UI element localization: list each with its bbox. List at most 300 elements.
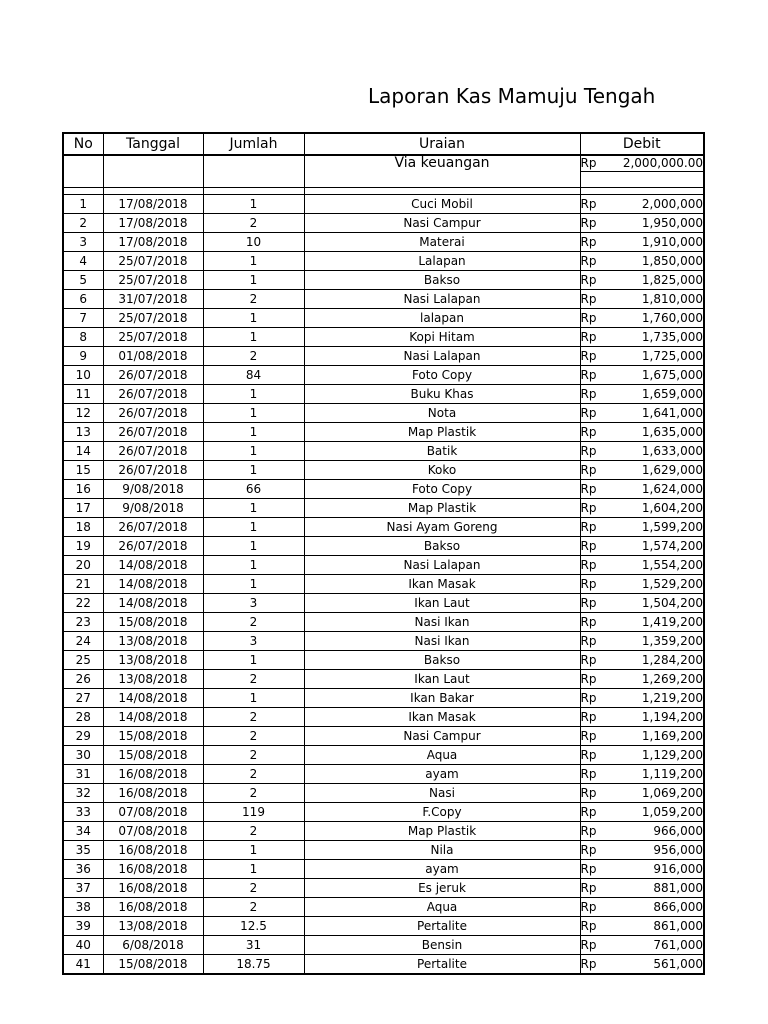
cell-currency: Rp bbox=[580, 936, 612, 955]
cell-no: 37 bbox=[63, 879, 103, 898]
table-row bbox=[63, 708, 704, 727]
cell-jumlah: 1 bbox=[203, 461, 304, 480]
cell-debit: 1,950,000 bbox=[612, 214, 704, 233]
opening-uraian: Via keuangan bbox=[304, 155, 580, 188]
cell-currency: Rp bbox=[580, 727, 612, 746]
table-row bbox=[63, 746, 704, 765]
cell-tanggal: 26/07/2018 bbox=[103, 537, 203, 556]
cell-jumlah: 1 bbox=[203, 385, 304, 404]
cell-no: 13 bbox=[63, 423, 103, 442]
cell-tanggal: 25/07/2018 bbox=[103, 271, 203, 290]
cell-uraian: ayam bbox=[304, 860, 580, 879]
table-row bbox=[63, 670, 704, 689]
cell-jumlah: 1 bbox=[203, 841, 304, 860]
table-row bbox=[63, 518, 704, 537]
cell-currency: Rp bbox=[580, 385, 612, 404]
table-row bbox=[63, 632, 704, 651]
cell-jumlah: 2 bbox=[203, 214, 304, 233]
cell-debit: 1,269,200 bbox=[612, 670, 704, 689]
cell-currency: Rp bbox=[580, 879, 612, 898]
table-row bbox=[63, 461, 704, 480]
cell-uraian: Bakso bbox=[304, 537, 580, 556]
cell-no: 17 bbox=[63, 499, 103, 518]
table-row bbox=[63, 423, 704, 442]
cell-jumlah: 12.5 bbox=[203, 917, 304, 936]
cell-debit: 1,850,000 bbox=[612, 252, 704, 271]
cell-currency: Rp bbox=[580, 689, 612, 708]
cell-jumlah: 1 bbox=[203, 442, 304, 461]
cell-uraian: Map Plastik bbox=[304, 822, 580, 841]
cell-currency: Rp bbox=[580, 442, 612, 461]
cell-jumlah: 1 bbox=[203, 575, 304, 594]
cell-currency: Rp bbox=[580, 499, 612, 518]
cell-jumlah: 1 bbox=[203, 537, 304, 556]
cell-uraian: Ikan Laut bbox=[304, 670, 580, 689]
table-row bbox=[63, 195, 704, 214]
cell-tanggal: 16/08/2018 bbox=[103, 898, 203, 917]
cell-currency: Rp bbox=[580, 708, 612, 727]
table-row bbox=[63, 936, 704, 955]
cell-jumlah: 3 bbox=[203, 594, 304, 613]
cell-tanggal: 26/07/2018 bbox=[103, 366, 203, 385]
cell-uraian: Nasi bbox=[304, 784, 580, 803]
cell-tanggal: 16/08/2018 bbox=[103, 784, 203, 803]
cell-jumlah: 119 bbox=[203, 803, 304, 822]
cell-currency: Rp bbox=[580, 803, 612, 822]
cell-no: 19 bbox=[63, 537, 103, 556]
table-row bbox=[63, 404, 704, 423]
opening-currency: Rp bbox=[580, 155, 612, 172]
cell-debit: 1,604,200 bbox=[612, 499, 704, 518]
table-row bbox=[63, 860, 704, 879]
cell-currency: Rp bbox=[580, 233, 612, 252]
cell-uraian: Nasi Lalapan bbox=[304, 290, 580, 309]
cell-uraian: Nasi Ikan bbox=[304, 613, 580, 632]
cell-tanggal: 26/07/2018 bbox=[103, 385, 203, 404]
cell-uraian: Ikan Bakar bbox=[304, 689, 580, 708]
table-row bbox=[63, 727, 704, 746]
cell-jumlah: 2 bbox=[203, 613, 304, 632]
cell-uraian: Ikan Laut bbox=[304, 594, 580, 613]
cell-debit: 2,000,000 bbox=[612, 195, 704, 214]
cell-debit: 866,000 bbox=[612, 898, 704, 917]
cell-uraian: Nasi Campur bbox=[304, 214, 580, 233]
cell-jumlah: 1 bbox=[203, 518, 304, 537]
header-uraian: Uraian bbox=[304, 133, 580, 155]
table-row bbox=[63, 233, 704, 252]
cell-tanggal: 17/08/2018 bbox=[103, 195, 203, 214]
cell-no: 3 bbox=[63, 233, 103, 252]
cell-debit: 761,000 bbox=[612, 936, 704, 955]
cell-debit: 1,169,200 bbox=[612, 727, 704, 746]
cell-tanggal: 17/08/2018 bbox=[103, 233, 203, 252]
cell-no: 35 bbox=[63, 841, 103, 860]
opening-jumlah bbox=[203, 155, 304, 188]
cell-tanggal: 31/07/2018 bbox=[103, 290, 203, 309]
cell-currency: Rp bbox=[580, 917, 612, 936]
cell-jumlah: 84 bbox=[203, 366, 304, 385]
cell-debit: 1,504,200 bbox=[612, 594, 704, 613]
table-row bbox=[63, 442, 704, 461]
cell-currency: Rp bbox=[580, 309, 612, 328]
cell-uraian: Map Plastik bbox=[304, 499, 580, 518]
cell-currency: Rp bbox=[580, 518, 612, 537]
cell-tanggal: 15/08/2018 bbox=[103, 955, 203, 975]
cell-currency: Rp bbox=[580, 594, 612, 613]
cell-uraian: Es jeruk bbox=[304, 879, 580, 898]
cell-uraian: Lalapan bbox=[304, 252, 580, 271]
cell-debit: 1,069,200 bbox=[612, 784, 704, 803]
cell-tanggal: 16/08/2018 bbox=[103, 765, 203, 784]
table-row bbox=[63, 765, 704, 784]
cell-currency: Rp bbox=[580, 651, 612, 670]
cell-tanggal: 9/08/2018 bbox=[103, 480, 203, 499]
cell-no: 32 bbox=[63, 784, 103, 803]
cell-debit: 881,000 bbox=[612, 879, 704, 898]
table-row bbox=[63, 594, 704, 613]
cell-no: 1 bbox=[63, 195, 103, 214]
cell-currency: Rp bbox=[580, 252, 612, 271]
cell-jumlah: 2 bbox=[203, 822, 304, 841]
cell-no: 23 bbox=[63, 613, 103, 632]
cell-uraian: Foto Copy bbox=[304, 366, 580, 385]
cell-uraian: Materai bbox=[304, 233, 580, 252]
cell-tanggal: 9/08/2018 bbox=[103, 499, 203, 518]
cell-currency: Rp bbox=[580, 841, 612, 860]
cell-jumlah: 1 bbox=[203, 423, 304, 442]
cell-debit: 1,529,200 bbox=[612, 575, 704, 594]
cell-no: 12 bbox=[63, 404, 103, 423]
header-debit: Debit bbox=[580, 133, 704, 155]
cell-no: 6 bbox=[63, 290, 103, 309]
table-row bbox=[63, 651, 704, 670]
cell-debit: 1,194,200 bbox=[612, 708, 704, 727]
cell-uraian: lalapan bbox=[304, 309, 580, 328]
cell-tanggal: 17/08/2018 bbox=[103, 214, 203, 233]
cell-currency: Rp bbox=[580, 423, 612, 442]
cell-debit: 1,641,000 bbox=[612, 404, 704, 423]
table-row bbox=[63, 898, 704, 917]
cell-uraian: Pertalite bbox=[304, 917, 580, 936]
table-row bbox=[63, 537, 704, 556]
cell-tanggal: 15/08/2018 bbox=[103, 727, 203, 746]
cell-uraian: Ikan Masak bbox=[304, 708, 580, 727]
cell-jumlah: 2 bbox=[203, 347, 304, 366]
cell-currency: Rp bbox=[580, 822, 612, 841]
cell-debit: 1,810,000 bbox=[612, 290, 704, 309]
cell-no: 29 bbox=[63, 727, 103, 746]
cell-uraian: Ikan Masak bbox=[304, 575, 580, 594]
cell-currency: Rp bbox=[580, 328, 612, 347]
cell-uraian: Nasi Lalapan bbox=[304, 556, 580, 575]
opening-no bbox=[63, 155, 103, 188]
cell-jumlah: 2 bbox=[203, 290, 304, 309]
table-row bbox=[63, 822, 704, 841]
table-row bbox=[63, 328, 704, 347]
cell-debit: 1,675,000 bbox=[612, 366, 704, 385]
cell-jumlah: 1 bbox=[203, 860, 304, 879]
cell-no: 9 bbox=[63, 347, 103, 366]
cell-currency: Rp bbox=[580, 461, 612, 480]
page-title: Laporan Kas Mamuju Tengah bbox=[368, 84, 656, 108]
opening-tanggal bbox=[103, 155, 203, 188]
cell-no: 28 bbox=[63, 708, 103, 727]
cell-no: 8 bbox=[63, 328, 103, 347]
cell-jumlah: 1 bbox=[203, 252, 304, 271]
cell-debit: 1,119,200 bbox=[612, 765, 704, 784]
header-tanggal: Tanggal bbox=[103, 133, 203, 155]
cell-debit: 861,000 bbox=[612, 917, 704, 936]
cell-no: 27 bbox=[63, 689, 103, 708]
cell-uraian: Kopi Hitam bbox=[304, 328, 580, 347]
table-row bbox=[63, 252, 704, 271]
cell-debit: 1,910,000 bbox=[612, 233, 704, 252]
cell-tanggal: 6/08/2018 bbox=[103, 936, 203, 955]
header-jumlah: Jumlah bbox=[203, 133, 304, 155]
cell-debit: 561,000 bbox=[612, 955, 704, 975]
cell-jumlah: 10 bbox=[203, 233, 304, 252]
cell-debit: 1,735,000 bbox=[612, 328, 704, 347]
cell-no: 36 bbox=[63, 860, 103, 879]
cell-jumlah: 2 bbox=[203, 727, 304, 746]
cell-tanggal: 13/08/2018 bbox=[103, 917, 203, 936]
cell-no: 14 bbox=[63, 442, 103, 461]
table-row bbox=[63, 271, 704, 290]
cell-debit: 1,725,000 bbox=[612, 347, 704, 366]
cell-debit: 1,624,000 bbox=[612, 480, 704, 499]
table-row bbox=[63, 841, 704, 860]
cell-debit: 1,599,200 bbox=[612, 518, 704, 537]
cell-uraian: Nasi Lalapan bbox=[304, 347, 580, 366]
cell-currency: Rp bbox=[580, 537, 612, 556]
cell-currency: Rp bbox=[580, 670, 612, 689]
cell-no: 30 bbox=[63, 746, 103, 765]
table-row bbox=[63, 879, 704, 898]
cell-uraian: Koko bbox=[304, 461, 580, 480]
cell-debit: 1,554,200 bbox=[612, 556, 704, 575]
cell-uraian: Bakso bbox=[304, 651, 580, 670]
table-row bbox=[63, 309, 704, 328]
cell-tanggal: 25/07/2018 bbox=[103, 252, 203, 271]
cell-jumlah: 66 bbox=[203, 480, 304, 499]
cell-no: 24 bbox=[63, 632, 103, 651]
cell-no: 10 bbox=[63, 366, 103, 385]
cell-debit: 1,574,200 bbox=[612, 537, 704, 556]
cell-jumlah: 1 bbox=[203, 328, 304, 347]
cash-report-table bbox=[62, 132, 705, 975]
cell-currency: Rp bbox=[580, 765, 612, 784]
cell-tanggal: 14/08/2018 bbox=[103, 556, 203, 575]
cell-debit: 1,635,000 bbox=[612, 423, 704, 442]
cell-jumlah: 1 bbox=[203, 556, 304, 575]
table-row bbox=[63, 290, 704, 309]
cell-jumlah: 2 bbox=[203, 670, 304, 689]
cell-jumlah: 18.75 bbox=[203, 955, 304, 975]
cell-jumlah: 2 bbox=[203, 708, 304, 727]
cell-debit: 1,633,000 bbox=[612, 442, 704, 461]
cell-currency: Rp bbox=[580, 404, 612, 423]
cell-no: 18 bbox=[63, 518, 103, 537]
cell-currency: Rp bbox=[580, 195, 612, 214]
cell-no: 33 bbox=[63, 803, 103, 822]
table-row bbox=[63, 480, 704, 499]
cell-jumlah: 3 bbox=[203, 632, 304, 651]
cell-no: 41 bbox=[63, 955, 103, 975]
cell-debit: 1,629,000 bbox=[612, 461, 704, 480]
cell-no: 26 bbox=[63, 670, 103, 689]
cell-no: 25 bbox=[63, 651, 103, 670]
cell-tanggal: 26/07/2018 bbox=[103, 461, 203, 480]
cell-no: 5 bbox=[63, 271, 103, 290]
cell-currency: Rp bbox=[580, 347, 612, 366]
cell-tanggal: 25/07/2018 bbox=[103, 309, 203, 328]
cell-uraian: Nota bbox=[304, 404, 580, 423]
cell-uraian: Nasi Ikan bbox=[304, 632, 580, 651]
cell-jumlah: 1 bbox=[203, 689, 304, 708]
cell-tanggal: 14/08/2018 bbox=[103, 708, 203, 727]
opening-amount: 2,000,000.00 bbox=[612, 155, 704, 172]
cell-debit: 1,359,200 bbox=[612, 632, 704, 651]
table-row bbox=[63, 575, 704, 594]
cell-uraian: Pertalite bbox=[304, 955, 580, 975]
cell-currency: Rp bbox=[580, 613, 612, 632]
spacer-row bbox=[63, 188, 704, 195]
cell-tanggal: 14/08/2018 bbox=[103, 594, 203, 613]
cell-jumlah: 2 bbox=[203, 898, 304, 917]
cell-tanggal: 13/08/2018 bbox=[103, 632, 203, 651]
cell-no: 15 bbox=[63, 461, 103, 480]
cell-currency: Rp bbox=[580, 480, 612, 499]
table-row bbox=[63, 499, 704, 518]
cell-no: 20 bbox=[63, 556, 103, 575]
cell-currency: Rp bbox=[580, 575, 612, 594]
cell-tanggal: 13/08/2018 bbox=[103, 651, 203, 670]
cell-no: 21 bbox=[63, 575, 103, 594]
cell-uraian: Buku Khas bbox=[304, 385, 580, 404]
header-no: No bbox=[63, 133, 103, 155]
table-row bbox=[63, 385, 704, 404]
cell-debit: 1,059,200 bbox=[612, 803, 704, 822]
table-row bbox=[63, 214, 704, 233]
cell-no: 34 bbox=[63, 822, 103, 841]
cell-tanggal: 26/07/2018 bbox=[103, 423, 203, 442]
cell-no: 38 bbox=[63, 898, 103, 917]
cell-jumlah: 1 bbox=[203, 404, 304, 423]
cell-currency: Rp bbox=[580, 955, 612, 975]
cell-currency: Rp bbox=[580, 366, 612, 385]
cell-tanggal: 16/08/2018 bbox=[103, 841, 203, 860]
cell-debit: 1,760,000 bbox=[612, 309, 704, 328]
cell-uraian: Batik bbox=[304, 442, 580, 461]
cell-tanggal: 25/07/2018 bbox=[103, 328, 203, 347]
cell-no: 16 bbox=[63, 480, 103, 499]
cell-uraian: Nila bbox=[304, 841, 580, 860]
cell-jumlah: 1 bbox=[203, 271, 304, 290]
cell-jumlah: 2 bbox=[203, 784, 304, 803]
opening-row bbox=[63, 155, 704, 172]
cell-tanggal: 14/08/2018 bbox=[103, 575, 203, 594]
cell-uraian: F.Copy bbox=[304, 803, 580, 822]
table-row bbox=[63, 366, 704, 385]
table-row bbox=[63, 556, 704, 575]
cell-debit: 1,659,000 bbox=[612, 385, 704, 404]
cell-debit: 1,284,200 bbox=[612, 651, 704, 670]
table-row bbox=[63, 347, 704, 366]
cell-uraian: Foto Copy bbox=[304, 480, 580, 499]
cell-debit: 916,000 bbox=[612, 860, 704, 879]
cell-uraian: Nasi Campur bbox=[304, 727, 580, 746]
cell-currency: Rp bbox=[580, 556, 612, 575]
cell-jumlah: 2 bbox=[203, 746, 304, 765]
cell-currency: Rp bbox=[580, 214, 612, 233]
cell-uraian: Cuci Mobil bbox=[304, 195, 580, 214]
cell-tanggal: 15/08/2018 bbox=[103, 746, 203, 765]
table-row bbox=[63, 689, 704, 708]
cell-tanggal: 15/08/2018 bbox=[103, 613, 203, 632]
cell-tanggal: 26/07/2018 bbox=[103, 404, 203, 423]
cell-jumlah: 2 bbox=[203, 765, 304, 784]
cell-debit: 1,825,000 bbox=[612, 271, 704, 290]
table-row bbox=[63, 917, 704, 936]
cell-no: 39 bbox=[63, 917, 103, 936]
header-row bbox=[63, 133, 704, 155]
cell-tanggal: 26/07/2018 bbox=[103, 518, 203, 537]
cell-uraian: Aqua bbox=[304, 746, 580, 765]
table-row bbox=[63, 613, 704, 632]
cell-debit: 956,000 bbox=[612, 841, 704, 860]
cell-tanggal: 16/08/2018 bbox=[103, 879, 203, 898]
cell-no: 2 bbox=[63, 214, 103, 233]
cell-jumlah: 2 bbox=[203, 879, 304, 898]
cell-debit: 1,219,200 bbox=[612, 689, 704, 708]
cell-currency: Rp bbox=[580, 860, 612, 879]
cell-uraian: Nasi Ayam Goreng bbox=[304, 518, 580, 537]
cell-currency: Rp bbox=[580, 290, 612, 309]
table-row bbox=[63, 784, 704, 803]
cell-debit: 1,129,200 bbox=[612, 746, 704, 765]
cell-jumlah: 31 bbox=[203, 936, 304, 955]
cell-debit: 1,419,200 bbox=[612, 613, 704, 632]
cell-tanggal: 07/08/2018 bbox=[103, 803, 203, 822]
cell-no: 31 bbox=[63, 765, 103, 784]
cell-jumlah: 1 bbox=[203, 309, 304, 328]
cell-jumlah: 1 bbox=[203, 651, 304, 670]
cell-debit: 966,000 bbox=[612, 822, 704, 841]
cell-currency: Rp bbox=[580, 898, 612, 917]
cell-currency: Rp bbox=[580, 632, 612, 651]
cell-no: 7 bbox=[63, 309, 103, 328]
cell-tanggal: 26/07/2018 bbox=[103, 442, 203, 461]
cell-currency: Rp bbox=[580, 746, 612, 765]
table-row bbox=[63, 955, 704, 975]
cell-tanggal: 01/08/2018 bbox=[103, 347, 203, 366]
cell-uraian: Map Plastik bbox=[304, 423, 580, 442]
cell-no: 11 bbox=[63, 385, 103, 404]
table-row bbox=[63, 803, 704, 822]
cell-jumlah: 1 bbox=[203, 195, 304, 214]
cell-jumlah: 1 bbox=[203, 499, 304, 518]
cell-uraian: ayam bbox=[304, 765, 580, 784]
cell-tanggal: 14/08/2018 bbox=[103, 689, 203, 708]
cell-uraian: Bakso bbox=[304, 271, 580, 290]
cell-no: 4 bbox=[63, 252, 103, 271]
cell-tanggal: 13/08/2018 bbox=[103, 670, 203, 689]
cell-currency: Rp bbox=[580, 271, 612, 290]
cell-no: 40 bbox=[63, 936, 103, 955]
cell-currency: Rp bbox=[580, 784, 612, 803]
cell-uraian: Bensin bbox=[304, 936, 580, 955]
cell-tanggal: 16/08/2018 bbox=[103, 860, 203, 879]
